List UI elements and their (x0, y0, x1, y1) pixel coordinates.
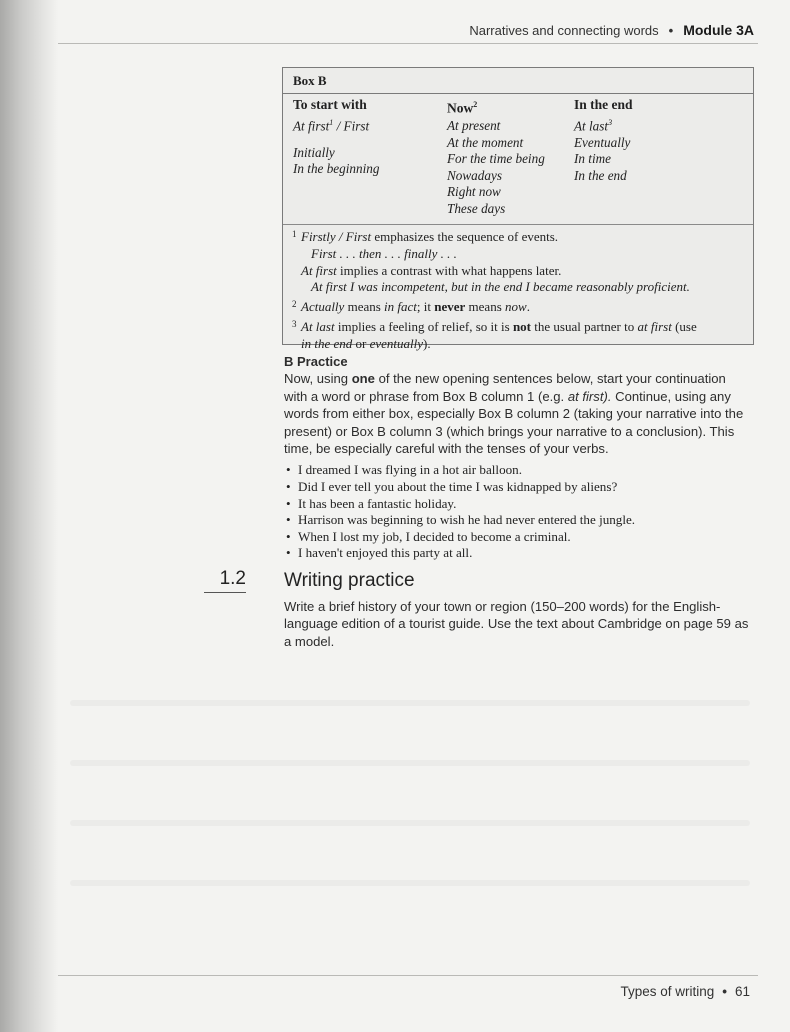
header-separator: • (668, 23, 674, 38)
footer-text: Types of writing (620, 984, 715, 999)
page-number: 61 (734, 984, 750, 999)
practice-instructions: Now, using one of the new opening sentences below, start your continuation with a word or phrase from Box B column 1 (e.g. at first). Continue, using any words from either box, especially Box B column 2 (taking your narrative into the present) or Box B column 3 (which brings your narrative to a conclusion). This time, be especially careful with the tenses of your verbs. (284, 371, 744, 457)
phrase-item: For the time being (447, 151, 545, 167)
box-b-footnotes (283, 225, 753, 353)
column-to-start-with (293, 97, 379, 178)
phrase-item: At first$^1$ / First (293, 117, 370, 133)
phrase-item: At last$^3$ (574, 117, 613, 133)
footnote-2: 2 Actually means in fact; it never means now. (301, 299, 743, 316)
footnote-ref: 2 (473, 100, 478, 109)
running-footer (620, 984, 750, 999)
practice-heading: B Practice (284, 354, 348, 369)
header-section: Narratives and connecting words (469, 23, 659, 38)
phrase-item: Right now (447, 184, 501, 200)
footer-separator: • (722, 984, 727, 999)
show-through-text (70, 760, 750, 766)
phrase-item: Eventually (574, 134, 631, 150)
show-through-text (70, 700, 750, 706)
footnote-number: 3 (292, 318, 297, 329)
phrase-item: In the end (574, 167, 627, 183)
footnote-ref: 1 (329, 117, 334, 127)
section-body: Write a brief history of your town or region (150–200 words) for the English-language edition of a tourist guide. Use the text about Cambridge on page 59 as a model. (284, 599, 749, 649)
footnote-number: 2 (292, 299, 297, 310)
list-item: • I dreamed I was flying in a hot air balloon. (284, 462, 750, 479)
phrase-item: At the moment (447, 134, 524, 150)
list-item: • It has been a fantastic holiday. (284, 496, 750, 513)
show-through-text (70, 820, 750, 826)
header-module: Module 3A (683, 22, 754, 38)
phrase-item: In the beginning (293, 161, 380, 177)
header-rule (58, 43, 758, 44)
column-now (447, 97, 545, 218)
box-b-columns (283, 94, 753, 217)
phrase-item: These days (447, 201, 506, 217)
section-number: 1.2 (204, 568, 246, 593)
book-spine-shadow (0, 0, 58, 1032)
footnote-number: 1 (292, 229, 297, 239)
footnote-ref: 3 (608, 117, 613, 127)
phrase-item: In time (574, 151, 611, 167)
running-header (469, 22, 754, 38)
footer-rule (58, 975, 758, 976)
phrase-item: Nowadays (447, 167, 502, 183)
list-item: • Did I ever tell you about the time I was kidnapped by aliens? (284, 479, 750, 496)
list-item: • I haven't enjoyed this party at all. (284, 545, 750, 562)
list-item: • When I lost my job, I decided to become a criminal. (284, 529, 750, 546)
phrase-item: Initially (293, 144, 335, 160)
column-heading: Now$^2$ (447, 100, 478, 116)
opening-sentences-list (284, 462, 750, 562)
column-heading: To start with (293, 97, 367, 112)
column-in-the-end (574, 97, 633, 184)
section-title: Writing practice (284, 570, 415, 591)
show-through-text (70, 880, 750, 886)
footnote-1: 1 Firstly / First emphasizes the sequence of events. First . . . then . . . finally . . . At first implies a contrast with what happens later. At first I was incompetent, but in the end I became reasonably proficient. (301, 229, 743, 296)
footnote-3: 3 At last implies a feeling of relief, so it is not the usual partner to at first (use in the end or eventually). (301, 319, 743, 353)
box-b-title: Box B (283, 68, 753, 94)
box-b (282, 67, 754, 351)
column-heading: In the end (574, 97, 633, 112)
phrase-item: At present (447, 118, 501, 134)
practice-section (284, 353, 750, 562)
list-item: • Harrison was beginning to wish he had never entered the jungle. (284, 512, 750, 529)
